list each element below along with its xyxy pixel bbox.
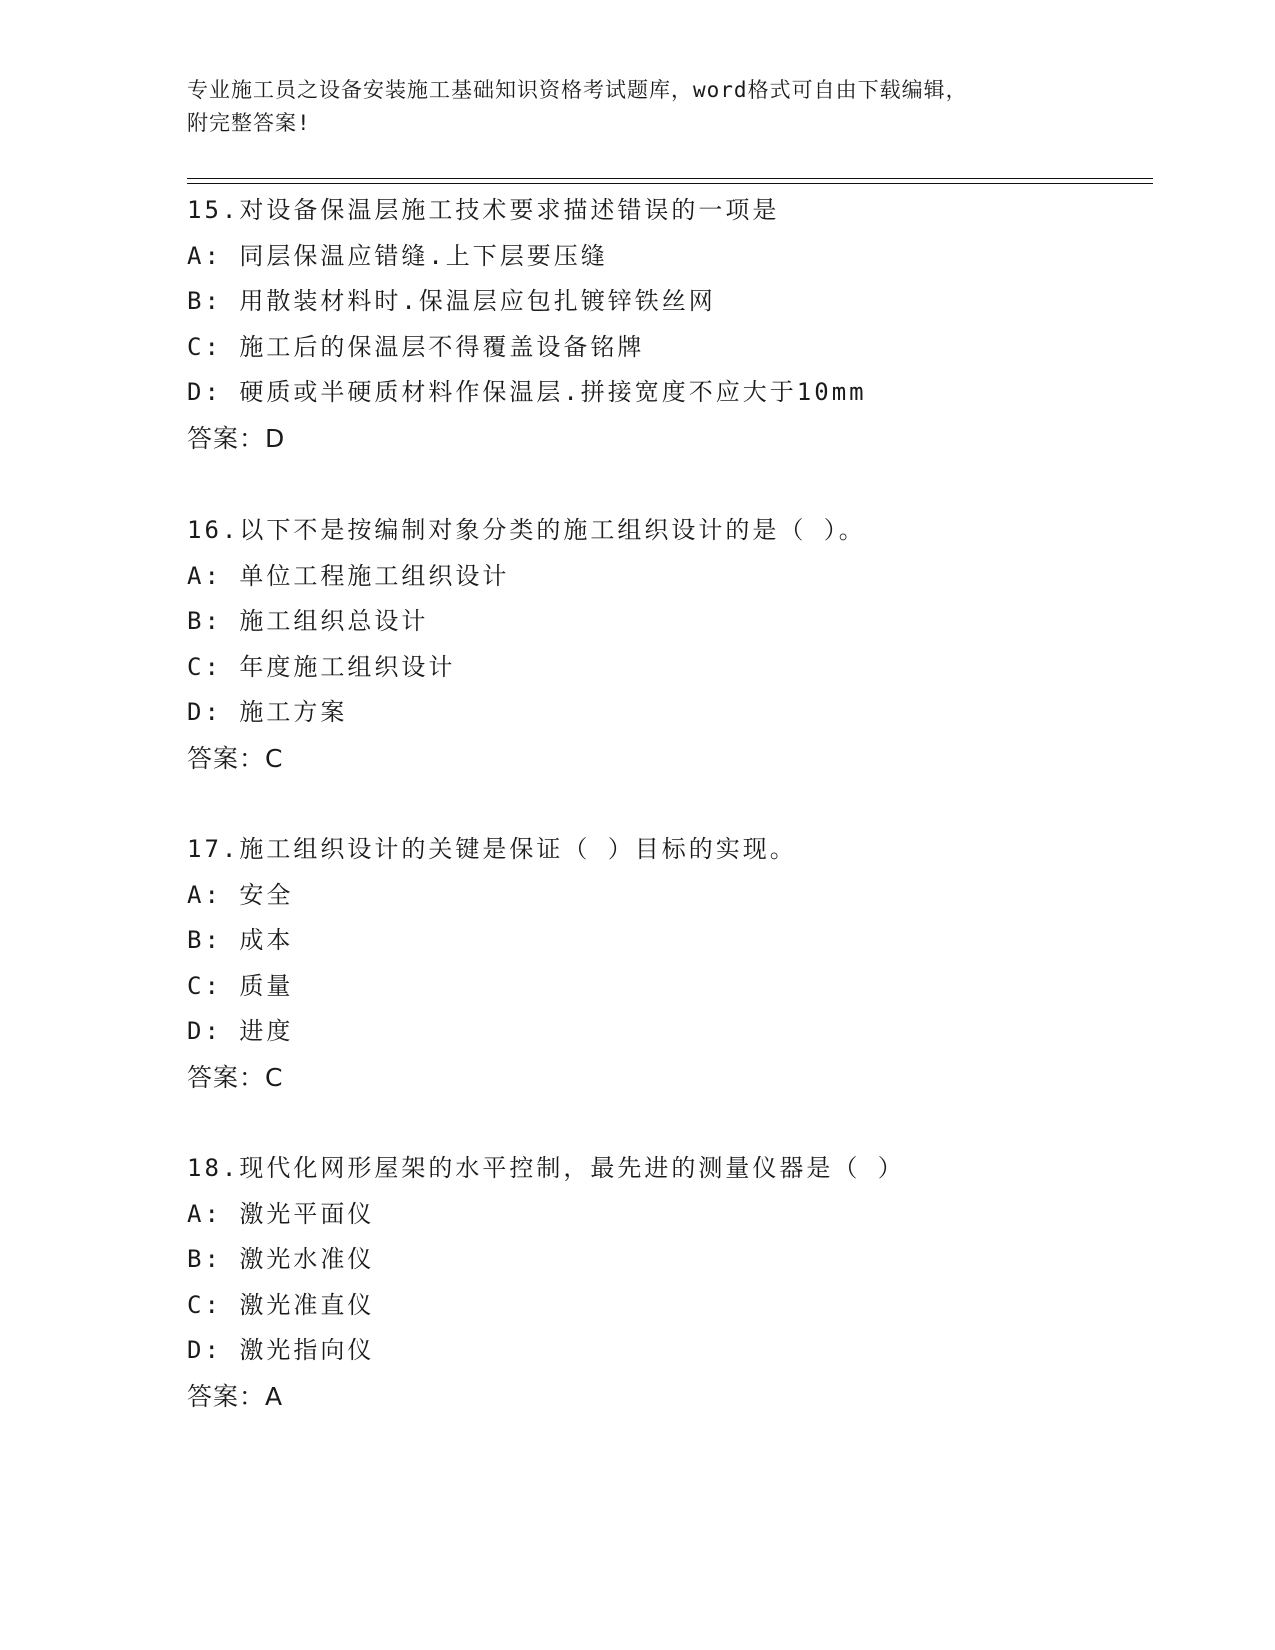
option-c: C: 质量 [187, 971, 294, 1000]
question-stem: 15.对设备保温层施工技术要求描述错误的一项是 [187, 196, 780, 224]
option-a: A: 单位工程施工组织设计 [187, 561, 510, 590]
question-15 [187, 188, 1153, 461]
option-c: C: 施工后的保温层不得覆盖设备铭牌 [187, 332, 645, 361]
option-a: A: 激光平面仪 [187, 1199, 375, 1228]
header-divider-top [187, 178, 1153, 179]
option-b: B: 成本 [187, 926, 294, 954]
option-a: A: 同层保温应错缝.上下层要压缝 [187, 241, 608, 270]
question-17 [187, 827, 1153, 1100]
option-c: C: 年度施工组织设计 [187, 652, 456, 681]
question-stem: 18.现代化网形屋架的水平控制，最先进的测量仪器是（ ） [187, 1154, 905, 1182]
question-16 [187, 508, 1153, 781]
option-d: D: 施工方案 [187, 698, 348, 726]
answer-line: 答案：C [187, 743, 284, 773]
option-a: A: 安全 [187, 880, 294, 909]
option-c: C: 激光准直仪 [187, 1290, 375, 1319]
option-d: D: 激光指向仪 [187, 1336, 375, 1364]
header-line-2: 附完整答案! [187, 111, 311, 135]
answer-line: 答案：D [187, 423, 286, 453]
question-18 [187, 1146, 1153, 1419]
header-line-1: 专业施工员之设备安装施工基础知识资格考试题库，word格式可自由下载编辑， [187, 78, 968, 102]
option-d: D: 硬质或半硬质材料作保温层.拼接宽度不应大于10mm [187, 378, 867, 406]
answer-line: 答案：C [187, 1062, 284, 1092]
option-b: B: 用散装材料时.保温层应包扎镀锌铁丝网 [187, 287, 716, 315]
answer-line: 答案：A [187, 1381, 284, 1411]
question-stem: 17.施工组织设计的关键是保证（ ）目标的实现。 [187, 835, 797, 863]
option-b: B: 激光水准仪 [187, 1245, 375, 1273]
option-d: D: 进度 [187, 1017, 294, 1045]
document-header [187, 74, 1087, 140]
header-divider-bottom [187, 183, 1153, 184]
question-stem: 16.以下不是按编制对象分类的施工组织设计的是（ ）。 [187, 516, 866, 544]
option-b: B: 施工组织总设计 [187, 607, 429, 635]
